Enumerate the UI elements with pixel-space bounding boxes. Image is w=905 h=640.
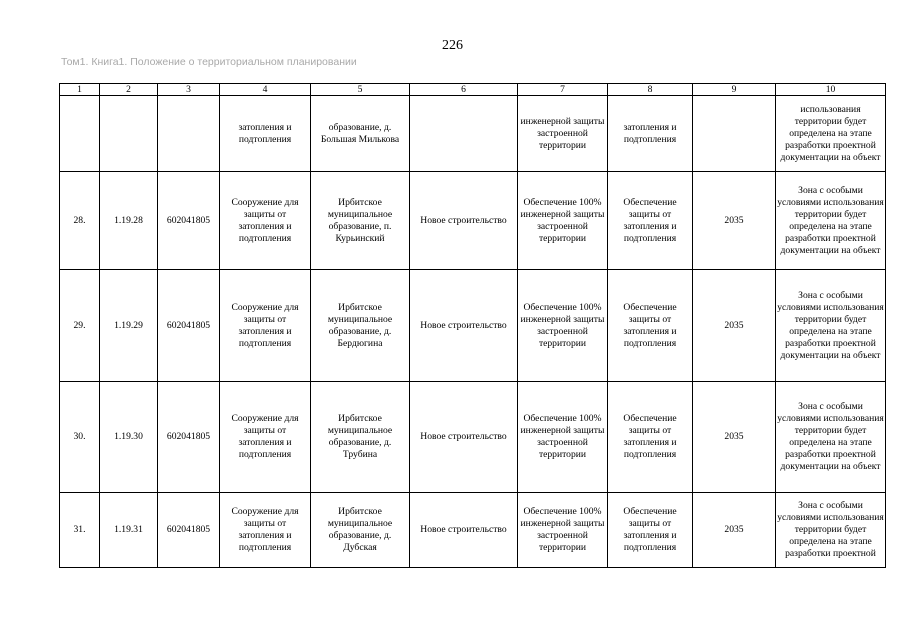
row-number: 31. <box>60 493 100 568</box>
table-cell: затопления и подтопления <box>220 96 311 172</box>
object-zone: Зона с особыми условиями использования территории будет определена на этапе разработки проектной документации на объект <box>776 382 886 493</box>
column-header: 1 <box>60 84 100 96</box>
column-header: 7 <box>518 84 608 96</box>
column-header: 3 <box>158 84 220 96</box>
object-code: 1.19.30 <box>100 382 158 493</box>
column-header: 2 <box>100 84 158 96</box>
object-purpose: Обеспечение 100% инженерной защиты застроенной территории <box>518 382 608 493</box>
row-number: 29. <box>60 270 100 382</box>
object-characteristic: Обеспечение защиты от затопления и подтопления <box>608 172 693 270</box>
object-year: 2035 <box>693 382 776 493</box>
object-zone: Зона с особыми условиями использования территории будет определена на этапе разработки проектной документации на объект <box>776 270 886 382</box>
table-row <box>60 493 886 568</box>
object-characteristic: Обеспечение защиты от затопления и подтопления <box>608 382 693 493</box>
table-cell: затопления и подтопления <box>608 96 693 172</box>
object-year: 2035 <box>693 172 776 270</box>
object-name: Сооружение для защиты от затопления и подтопления <box>220 493 311 568</box>
table-cell <box>158 96 220 172</box>
object-location: Ирбитское муниципальное образование, д. Дубская <box>311 493 410 568</box>
objects-table <box>59 83 886 568</box>
document-header-note: Том1. Книга1. Положение о территориальном планировании <box>61 56 357 68</box>
object-code: 1.19.28 <box>100 172 158 270</box>
object-status: Новое строительство <box>410 382 518 493</box>
table-cell <box>410 96 518 172</box>
object-id: 602041805 <box>158 493 220 568</box>
object-zone: Зона с особыми условиями использования территории будет определена на этапе разработки проектной документации на объект <box>776 172 886 270</box>
object-characteristic: Обеспечение защиты от затопления и подтопления <box>608 493 693 568</box>
column-header: 6 <box>410 84 518 96</box>
object-location: Ирбитское муниципальное образование, п. Курьинский <box>311 172 410 270</box>
table-cell: использования территории будет определена на этапе разработки проектной документации на объект <box>776 96 886 172</box>
row-number: 30. <box>60 382 100 493</box>
object-purpose: Обеспечение 100% инженерной защиты застроенной территории <box>518 493 608 568</box>
object-id: 602041805 <box>158 270 220 382</box>
table-row <box>60 382 886 493</box>
table-cell: образование, д. Большая Милькова <box>311 96 410 172</box>
row-number: 28. <box>60 172 100 270</box>
object-name: Сооружение для защиты от затопления и подтопления <box>220 382 311 493</box>
object-characteristic: Обеспечение защиты от затопления и подтопления <box>608 270 693 382</box>
object-status: Новое строительство <box>410 172 518 270</box>
table-row <box>60 172 886 270</box>
object-name: Сооружение для защиты от затопления и подтопления <box>220 172 311 270</box>
object-name: Сооружение для защиты от затопления и подтопления <box>220 270 311 382</box>
object-purpose: Обеспечение 100% инженерной защиты застроенной территории <box>518 172 608 270</box>
column-header: 9 <box>693 84 776 96</box>
table-row-continued <box>60 96 886 172</box>
column-header: 10 <box>776 84 886 96</box>
object-id: 602041805 <box>158 172 220 270</box>
object-code: 1.19.31 <box>100 493 158 568</box>
column-number-row <box>60 84 886 96</box>
object-purpose: Обеспечение 100% инженерной защиты застроенной территории <box>518 270 608 382</box>
table-cell <box>60 96 100 172</box>
page-number: 226 <box>442 38 463 53</box>
table-cell: инженерной защиты застроенной территории <box>518 96 608 172</box>
object-zone: Зона с особыми условиями использования территории будет определена на этапе разработки проектной <box>776 493 886 568</box>
object-status: Новое строительство <box>410 270 518 382</box>
object-code: 1.19.29 <box>100 270 158 382</box>
object-location: Ирбитское муниципальное образование, д. Трубина <box>311 382 410 493</box>
object-id: 602041805 <box>158 382 220 493</box>
column-header: 4 <box>220 84 311 96</box>
object-year: 2035 <box>693 270 776 382</box>
table-cell <box>693 96 776 172</box>
object-location: Ирбитское муниципальное образование, д. Бердюгина <box>311 270 410 382</box>
column-header: 8 <box>608 84 693 96</box>
object-status: Новое строительство <box>410 493 518 568</box>
table-cell <box>100 96 158 172</box>
object-year: 2035 <box>693 493 776 568</box>
column-header: 5 <box>311 84 410 96</box>
table-row <box>60 270 886 382</box>
